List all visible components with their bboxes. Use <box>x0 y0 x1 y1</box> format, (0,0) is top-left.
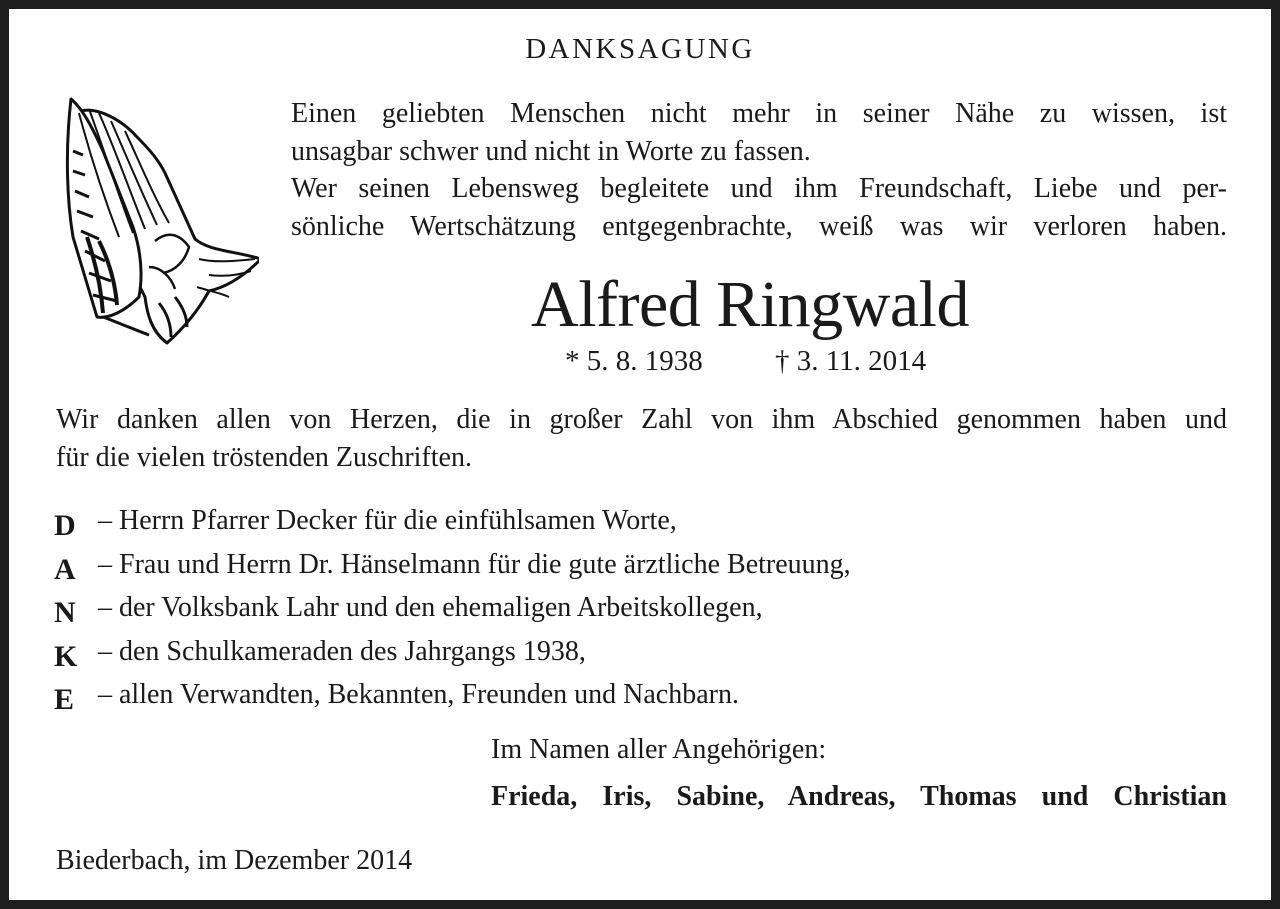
list-item <box>54 501 1054 545</box>
thanks-line: für die vielen tröstenden Zuschriften. <box>56 441 472 473</box>
deceased-name: Alfred Ringwald <box>531 268 969 341</box>
death-date: † 3. 11. 2014 <box>775 345 927 377</box>
danke-letter: E <box>54 683 75 716</box>
danke-text: – den Schulkameraden des Jahrgangs 1938, <box>98 635 586 667</box>
praying-hands-icon <box>59 91 259 347</box>
signature-label: Im Namen aller Angehörigen: <box>491 734 827 765</box>
intro-line: sönliche Wertschätzung entgegenbrachte, weiß was wir verloren haben. <box>291 210 1227 242</box>
list-item <box>54 545 1054 589</box>
birth-date: * 5. 8. 1938 <box>565 345 703 377</box>
danke-text: – Frau und Herrn Dr. Hänselmann für die gute ärztliche Betreuung, <box>98 548 851 580</box>
danke-letter: N <box>54 596 76 629</box>
list-item <box>54 588 1054 632</box>
obituary-notice <box>9 9 1271 900</box>
danke-text: – Herrn Pfarrer Decker für die einfühlsamen Worte, <box>98 505 677 536</box>
danke-letter: D <box>54 509 76 542</box>
signature-names: Frieda, Iris, Sabine, Andreas, Thomas und Christian <box>491 781 1227 812</box>
list-item <box>54 675 1054 719</box>
thanks-text <box>56 401 1227 476</box>
intro-text <box>291 95 1227 245</box>
intro-line: Wer seinen Lebensweg begleitete und ihm Freundschaft, Liebe und per- <box>291 173 1227 204</box>
thanks-line: Wir danken allen von Herzen, die in großer Zahl von ihm Abschied genommen haben und <box>56 404 1227 435</box>
intro-line: unsagbar schwer und nicht in Worte zu fassen. <box>291 135 811 167</box>
danke-letter: A <box>54 552 76 586</box>
danke-text: – allen Verwandten, Bekannten, Freunden und Nachbarn. <box>98 679 739 710</box>
danke-letter: K <box>54 639 78 673</box>
danke-text: – der Volksbank Lahr und den ehemaligen Arbeitskollegen, <box>98 592 763 623</box>
danke-list <box>54 501 1054 719</box>
place-date: Biederbach, im Dezember 2014 <box>56 845 413 876</box>
list-item <box>54 632 1054 676</box>
intro-line: Einen geliebten Menschen nicht mehr in seiner Nähe zu wissen, ist <box>291 98 1227 129</box>
notice-heading: DANKSAGUNG <box>525 33 755 65</box>
